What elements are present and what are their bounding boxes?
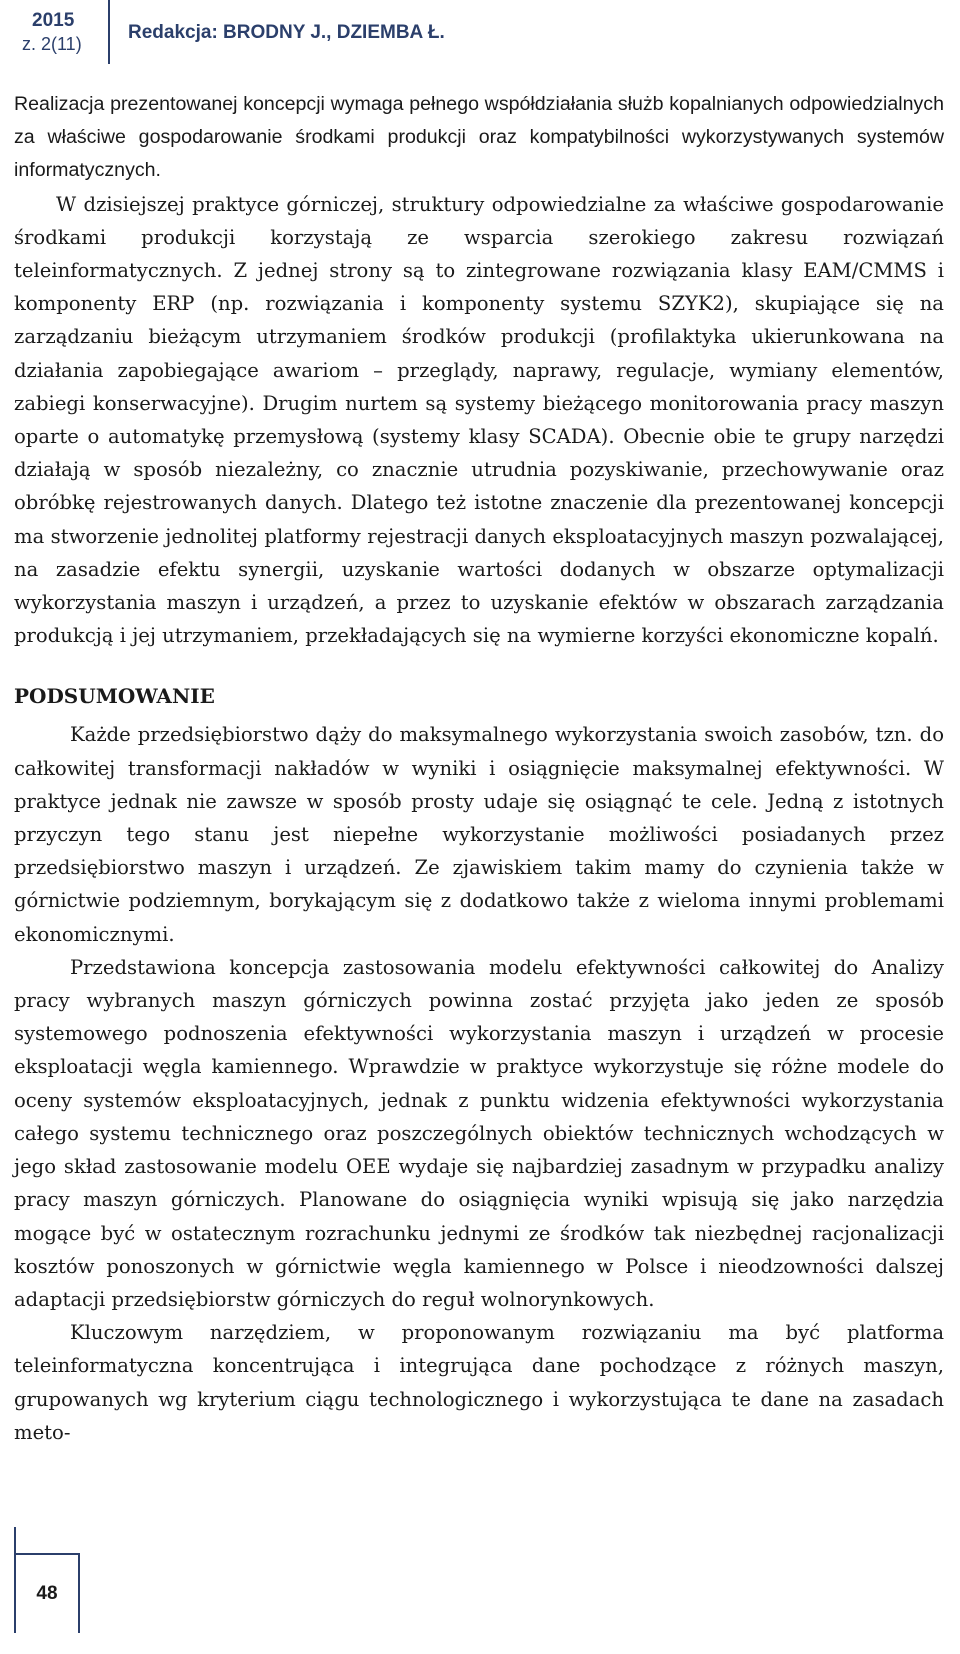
header-editors: Redakcja: BRODNY J., DZIEMBA Ł. [128, 22, 445, 43]
header-divider [108, 0, 110, 64]
page-header [0, 0, 960, 60]
article-body [14, 88, 944, 1449]
page-number-box [14, 1553, 80, 1633]
paragraph-summary-1: Każde przedsiębiorstwo dąży do maksymalnego wykorzystania swoich zasobów, tzn. do całkowitej transformacji nakładów w wyniki i osiągnięcie maksymalnej efektywności. W praktyce jednak nie zawsze w sposób prosty udaje się osiągnąć te cele. Jedną z istotnych przyczyn tego stanu jest niepełne wykorzystanie możliwości posiadanych przez przedsiębiorstwo maszyn i urządzeń. Ze zjawiskiem takim mamy do czynienia także w górnictwie podziemnym, borykającym się z dodatkowo także z wieloma innymi problemami ekonomicznymi. [14, 723, 944, 946]
paragraph-summary-2: Przedstawiona koncepcja zastosowania modelu efektywności całkowitej do Analizy pracy wybranych maszyn górniczych powinna zostać przyjęta jako jeden ze sposób systemowego podnoszenia efektywności wykorzystania maszyn i urządzeń w procesie eksploatacji węgla kamiennego. Wprawdzie w praktyce wykorzystuje się różne modele do oceny systemów eksploatacyjnych, jednak z punktu widzenia efektywności wykorzystania całego systemu technicznego oraz poszczególnych obiektów technicznych wchodzących w jego skład zastosowanie modelu OEE wydaje się najbardziej zasadnym w przypadku analizy pracy maszyn górniczych. Planowane do osiągnięcia wyniki wpisują się jako narzędzia mogące być w ostatecznym rozrachunku jednymi ze środków tak niezbędnej racjonalizacji kosztów ponoszonych w górnictwie węgla kamiennego w Polsce i nieodzowności dalszej adaptacji przedsiębiorstw górniczych do reguł wolnorynkowych. [14, 955, 944, 1311]
header-issue: z. 2(11) [22, 34, 82, 54]
paragraph-intro: Realizacja prezentowanej koncepcji wymaga pełnego współdziałania służb kopalnianych odpowiedzialnych za właściwe gospodarowanie środkami produkcji oraz kompatybilności wykorzystywanych systemów informatycznych. [14, 93, 944, 182]
section-heading: PODSUMOWANIE [14, 684, 215, 709]
paragraph-practice: W dzisiejszej praktyce górniczej, struktury odpowiedzialne za właściwe gospodarowanie środkami produkcji korzystają ze wsparcia szerokiego zakresu rozwiązań teleinformatycznych. Z jednej strony są to zintegrowane rozwiązania klasy EAM/CMMS i komponenty ERP (np. rozwiązania i komponenty systemu SZYK2), skupiające się na zarządzaniu bieżącym utrzymaniem środków produkcji (profilaktyka ukierunkowana na działania zapobiegające awariom – przeglądy, naprawy, regulacje, wymiany elementów, zabiegi konserwacyjne). Drugim nurtem są systemy bieżącego monitorowania pracy maszyn oparte o automatykę przemysłową (systemy klasy SCADA). Obecnie obie te grupy narzędzi działają w sposób niezależny, co znacznie utrudnia pozyskiwanie, przechowywanie oraz obróbkę rejestrowanych danych. Dlatego też istotne znaczenie dla prezentowanej koncepcji ma stworzenie jednolitej platformy rejestracji danych eksploatacyjnych maszyn pozwalającej, na zasadzie efektu synergii, uzyskanie wartości dodanych w obszarze optymalizacji wykorzystania maszyn i urządzeń, a przez to uzyskanie efektów w obszarach zarządzania produkcją i jej utrzymaniem, przekładających się na wymierne korzyści ekonomiczne kopalń. [14, 192, 944, 648]
page-number: 48 [36, 1583, 58, 1604]
paragraph-summary-3: Kluczowym narzędziem, w proponowanym rozwiązaniu ma być platforma teleinformatyczna koncentrująca i integrująca dane pochodzące z różnych maszyn, grupowanych wg kryterium ciągu technologicznego i wykorzystująca te dane na zasadach meto- [14, 1321, 944, 1444]
header-year: 2015 [32, 10, 75, 31]
